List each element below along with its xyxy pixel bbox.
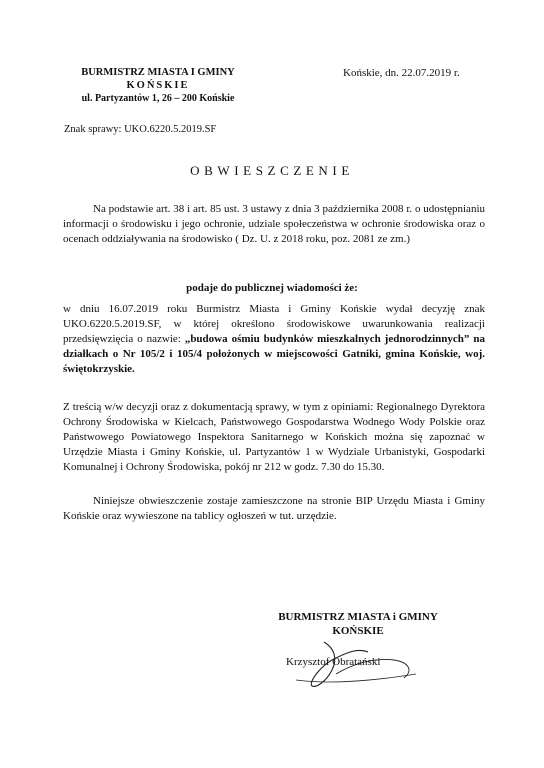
- place-date: Końskie, dn. 22.07.2019 r.: [343, 67, 460, 79]
- stamp-line2: KOŃSKIE: [332, 625, 384, 637]
- documentation-paragraph: Z treścią w/w decyzji oraz z dokumentacją sprawy, w tym z opiniami: Regionalnego Dyrektora Ochrony Środowiska w Kielcach, Państwowego Gospodarstwa Wodnego Wody Polskie oraz Państwowego Powiatowego Inspektora Sanitarnego w Końskich można się zapoznać w Urzędzie Miasta i Gminy Końskie, ul. Partyzantów 1 w Wydziale Urbanistyki, Gospodarki Komunalnej i Ochrony Środowiska, pokój nr 212 w godz. 7.30 do 15.30.: [63, 401, 485, 473]
- issuer-address: ul. Partyzantów 1, 26 – 200 Końskie: [81, 93, 235, 104]
- signer-name: Krzysztof Obratański: [286, 656, 381, 668]
- decision-text: w dniu 16.07.2019 roku Burmistrz Miasta i Gminy Końskie wydał decyzję znak UKO.6220.5.2019.SF, w której określono środowiskowe uwarunkowania realizacji przedsięwzięcia o nazwie:: [63, 303, 485, 345]
- project-name-text: „budowa ośmiu budynków mieszkalnych jednorodzinnych” na działkach o Nr 105/2 i 105/4 położonych w miejscowości Gatniki, gmina Końskie, woj. świętokrzyskie.: [63, 333, 485, 375]
- case-reference: Znak sprawy: UKO.6220.5.2019.SF: [64, 124, 217, 135]
- issuer-name-line2: KOŃSKIE: [126, 80, 190, 91]
- announcement-heading: podaje do publicznej wiadomości że:: [186, 282, 358, 294]
- legal-basis-paragraph: Na podstawie art. 38 i art. 85 ust. 3 ustawy z dnia 3 października 2008 r. o udostępnianiu informacji o środowisku i jego ochronie, udziale społeczeństwa w ochronie środowiska oraz o ocenach oddziaływania na środowisko ( Dz. U. z 2018 roku, poz. 2081 ze zm.): [63, 203, 485, 245]
- publication-paragraph: Niniejsze obwieszczenie zostaje zamieszczone na stronie BIP Urzędu Miasta i Gminy Końskie oraz wywieszone na tablicy ogłoszeń w tut. urzędzie.: [63, 495, 485, 522]
- signature-stamp: [258, 610, 458, 638]
- issuer-name-line1: BURMISTRZ MIASTA I GMINY: [81, 67, 235, 78]
- document-title: OBWIESZCZENIE: [190, 163, 354, 178]
- issuer-block: [58, 66, 258, 105]
- stamp-line1: BURMISTRZ MIASTA i GMINY: [278, 611, 438, 623]
- decision-paragraph: [63, 302, 485, 377]
